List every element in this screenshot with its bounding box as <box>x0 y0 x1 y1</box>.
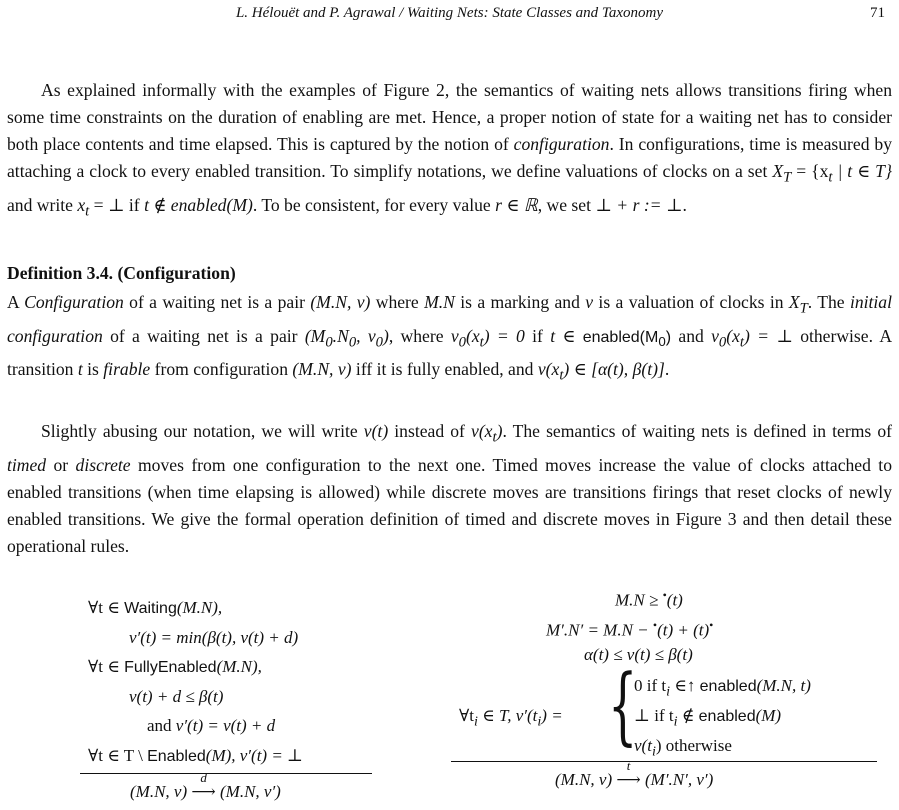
timed-premise-1: ∀t ∈ Waiting(M.N), <box>88 598 223 617</box>
definition-title: Definition 3.4. (Configuration) <box>7 263 236 283</box>
timed-premise-6: ∀t ∈ T \ Enabled(M), v′(t) = ⊥ <box>88 746 304 765</box>
definition-body: A Configuration of a waiting net is a pair (M.N, v) where M.N is a marking and v is a valuation of clocks in $X_T$. The initial configuration of a waiting net is a pair ($M_0.N_0$, $v_0$), where $v_0(x_t) = 0$ if t ∈ $enabled(M_0)$ and $v_0(x_t)$ = ⊥ otherwise. A transition t is firable from configuration (M.N, v) iff it is fully enabled, and $v(x_t)$ ∈ [α(t), β(t)]. <box>7 292 893 384</box>
discrete-case-lhs: $\forall t_i$ ∈ T, $v'(t_i)$ = <box>459 706 563 730</box>
timed-conclusion: (M.N, v) d ⟶ (M.N, v′) <box>130 770 281 801</box>
math-xt-bottom: $x_t$ = ⊥ <box>77 194 125 220</box>
timed-premise-3: ∀t ∈ FullyEnabled(M.N), <box>88 657 262 676</box>
discrete-case-1: 0 if $t_i$ ∈↑ enabled(M.N, t) <box>634 676 811 700</box>
emphasis-configuration-def: Configuration <box>24 292 124 312</box>
emphasis-configuration: configuration <box>513 134 610 154</box>
case-brace: { <box>608 656 638 754</box>
discrete-inference-bar <box>451 761 877 762</box>
math-r-in-reals: r ∈ ℝ <box>495 194 538 215</box>
math-bottom-plus: ⊥ + r := ⊥ <box>595 194 683 215</box>
discrete-premise-3: α(t) ≤ v(t) ≤ β(t) <box>584 645 693 664</box>
emphasis-timed: timed <box>7 454 47 475</box>
discrete-case-3: $v(t_i)$ otherwise <box>634 736 732 760</box>
math-t-not-enabled: t ∉ enabled(M) <box>144 194 253 215</box>
discrete-premise-1: M.N ≥ •(t) <box>615 588 683 610</box>
timed-premise-2: v′(t) = min(β(t), v(t) + d) <box>129 628 299 647</box>
page-number: 71 <box>870 5 885 21</box>
paragraph-moves: Slightly abusing our notation, we will write v(t) instead of $v(x_t)$. The semantics of waiting nets is defined in terms of timed or discrete moves from one configuration to the next one. Timed moves increase the value of clocks attached to enabled transitions (when time elapsing is allowed) while discrete moves are transitions firings that reset clocks of newly enabled transitions. We give the formal operation definition of timed and discrete moves in Figure 3 and then detail these operational rules. <box>7 421 893 556</box>
math-initial-pair: ($M_0.N_0$, $v_0$) <box>304 325 389 351</box>
discrete-premise-2: M′.N′ = M.N − •(t) + (t)• <box>546 618 714 640</box>
paragraph-semantics-intro: As explained informally with the examples of Figure 2, the semantics of waiting nets allows transitions firing when some time constraints on the duration of enabling are met. Hence, a proper notion of state for a waiting net has to consider both place contents and time elapsed. This is captured by the notion of configuration. In configurations, time is measured by attaching a clock to every enabled transition. To simplify notations, we define valuations of clocks on a set $X_T = \{x_t$ | t ∈ T} and write $x_t$ = ⊥ if t ∉ enabled(M). To be consistent, for every value r ∈ ℝ, we set ⊥ + r := ⊥. <box>7 80 893 220</box>
timed-premise-5: and v′(t) = v(t) + d <box>147 716 276 735</box>
math-clock-set: $X_T = \{x_t$ | t ∈ T} <box>772 161 892 186</box>
emphasis-discrete: discrete <box>75 454 131 475</box>
running-title: L. Hélouët and P. Agrawal / Waiting Nets: State Classes and Taxonomy <box>235 5 664 21</box>
discrete-case-2: ⊥ if $t_i$ ∉ enabled(M) <box>634 706 782 730</box>
emphasis-firable: firable <box>103 359 151 380</box>
discrete-conclusion: (M.N, v) t ⟶ (M′.N′, v′) <box>555 758 714 789</box>
emphasis-initial-configuration: initial configuration <box>7 292 892 346</box>
timed-premise-4: v(t) + d ≤ β(t) <box>129 687 224 706</box>
